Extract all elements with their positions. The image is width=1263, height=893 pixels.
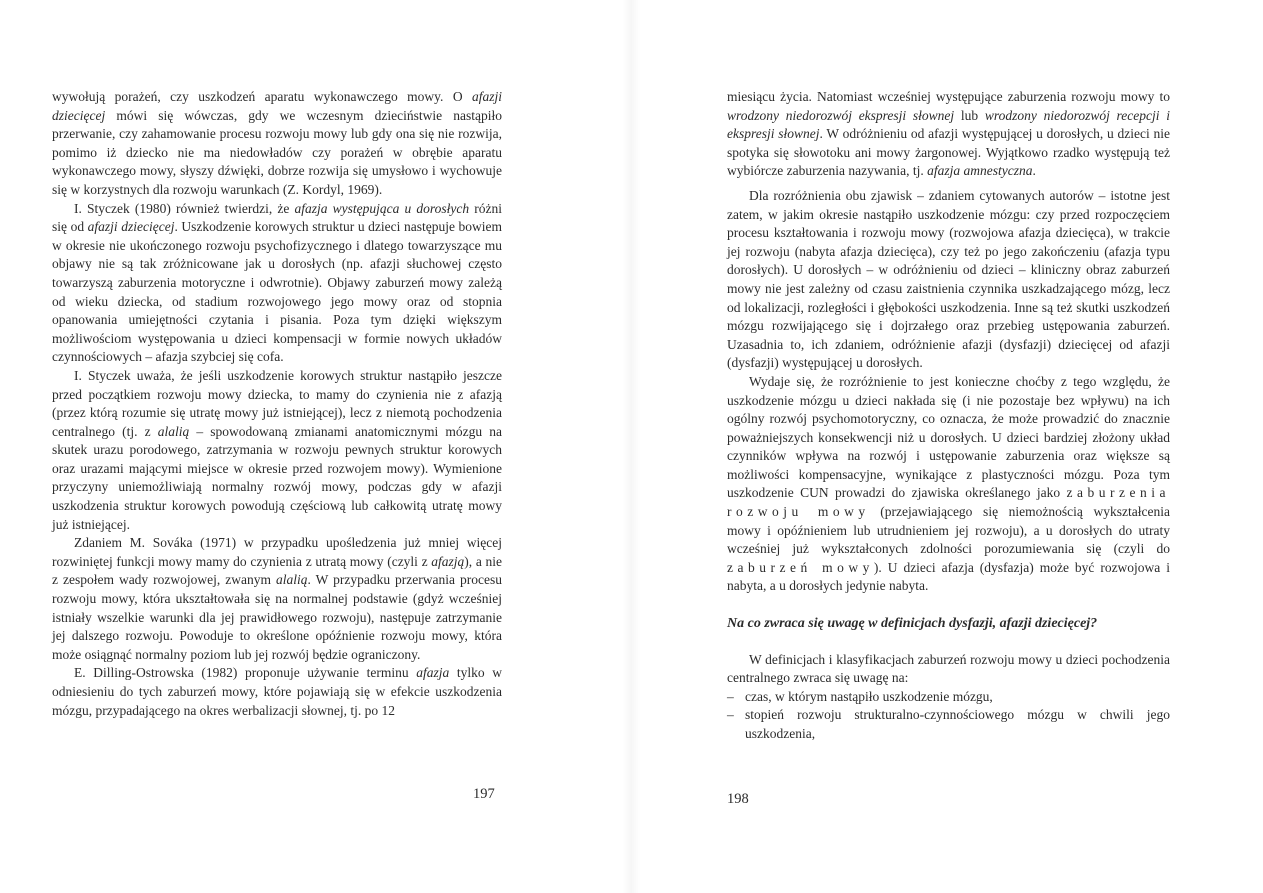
text-run: . Uszkodzenie korowych struktur u dzieci następuje bowiem w okresie nie ukończonego rozwoju psychofizycznego i dlatego towarzyszące mu objawy nie są tak zróżnicowane jak u dorosłych (np. afazji słuchowej często towarzyszą zaburzenia motoryczne i odwrotnie). Objawy zaburzeń mowy zależą od wieku dziecka, od stadium rozwojowego jego mowy oraz od stopnia opanowania umiejętności czytania i pisania. Poza tym dzięki większym możliwościom występowania u dzieci kompensacji w formie nowych układów czynnościowych – afazja szybciej się cofa.	[52, 219, 502, 365]
text-run: I. Styczek uważa, że jeśli uszkodzenie korowych struktur nastąpiło jeszcze przed początkiem rozwoju mowy dziecka, to mamy do czynienia nie z afazją (przez którą rozumie się utratę mowy już istniejącej), lecz z niemotą pochodzenia centralnego (tj. z	[52, 367, 502, 439]
right-page	[727, 88, 1170, 744]
dash-marker: –	[727, 688, 734, 704]
italic-term: alalią	[157, 423, 190, 439]
list-item	[727, 688, 1170, 707]
italic-term: afazją	[431, 553, 465, 569]
text-run: (przejawiającego się niemożnością wykształcenia mowy i opóźnieniem lub utrudnieniem jej rozwoju), a u dorosłych do utraty wcześniej już wykształconych zdolności porozumiewania się (czyli do	[727, 504, 1170, 557]
text-run: ), a nie z zespołem wady rozwojowej, zwanym	[52, 553, 502, 588]
text-run: .	[1032, 163, 1036, 179]
italic-term: afazja występująca u dorosłych	[294, 200, 470, 216]
italic-term: alalią	[275, 572, 308, 588]
bullet-list	[727, 688, 1170, 744]
paragraph	[52, 534, 502, 664]
list-item	[727, 706, 1170, 743]
paragraph: W definicjach i klasyfikacjach zaburzeń rozwoju mowy u dzieci pochodzenia centralnego zwraca się uwagę na:	[727, 651, 1170, 686]
dash-marker: –	[727, 707, 734, 723]
text-run: różni się od	[52, 200, 502, 235]
text-run: wywołują porażeń, czy uszkodzeń aparatu wykonawczego mowy. O	[52, 89, 472, 104]
text-run: miesiącu życia. Natomiast wcześniej występujące zaburzenia rozwoju mowy to	[727, 89, 1170, 104]
paragraph	[52, 664, 502, 720]
paragraph	[52, 367, 502, 534]
italic-term: afazja	[416, 665, 450, 681]
paragraph	[52, 88, 502, 200]
text-run: . W odróżnieniu od afazji występującej u dorosłych, u dzieci nie spotyka się słowotoku ani mowy żargonowej. Wyjątkowo rzadko występują też wybiórcze zaburzenia nazywania, tj.	[727, 126, 1170, 179]
paragraph	[52, 200, 502, 367]
spaced-term: zaburzenia rozwoju mowy	[727, 485, 1170, 520]
list-item-text: czas, w którym nastąpiło uszkodzenie mózgu,	[745, 688, 993, 704]
paragraph	[727, 88, 1170, 181]
italic-term: afazja amnestyczna	[927, 163, 1033, 179]
text-run: Dla rozróżnienia obu zjawisk – zdaniem cytowanych autorów – istotne jest zatem, w jakim okresie nastąpiło uszkodzenie mózgu: czy przed rozpoczęciem procesu kształtowania i rozwoju mowy (rozwojowa afazja dziecięca), w trakcie jej rozwoju (nabyta afazja dziecięca), czy też po jego zakończeniu (afazja typu dorosłych). U dorosłych – w odróżnieniu od dzieci – kliniczny obraz zaburzeń mowy nie jest zależny od czasu zaistnienia czynnika uszkadzającego mózg, lecz od lokalizacji, rozległości i głębokości uszkodzenia. Inne są też skutki uszkodzeń mózgu rozwijającego się i dojrzałego oraz przebieg ustępowania zaburzeń. Uzasadnia to, ich zdaniem, odróżnienie afazji (dysfazji) dziecięcej od afazji (dysfazji) występującej u dorosłych.	[727, 187, 1170, 371]
text-run: tylko w odniesieniu do tych zaburzeń mowy, które pojawiają się w efekcie uszkodzenia mózgu, przypadającego na okres werbalizacji słownej, tj. po 12	[52, 665, 502, 718]
list-item-text: stopień rozwoju strukturalno-czynnościowego mózgu w chwili jego uszkodzenia,	[745, 707, 1170, 741]
paragraph	[727, 373, 1170, 596]
italic-term: wrodzony niedorozwój recepcji i ekspresji słownej	[727, 107, 1170, 142]
text-run: lub	[954, 107, 985, 123]
text-run: I. Styczek (1980) również twierdzi, że	[74, 200, 295, 216]
book-gutter	[622, 0, 640, 893]
text-run: . W przypadku przerwania procesu rozwoju mowy, która ukształtowała się na normalnej podstawie (gdyż wcześniej istniały wszelkie warunki dla jej prawidłowego rozwoju), następuje zatrzymanie jej dalszego rozwoju. Powoduje to określone opóźnienie rozwoju mowy, która może osiągnąć normalny poziom lub jej rozwój będzie ograniczony.	[52, 572, 502, 662]
page-number: 197	[473, 786, 495, 802]
left-page	[52, 88, 502, 720]
text-run: Wydaje się, że rozróżnienie to jest konieczne choćby z tego względu, że uszkodzenie mózgu u dzieci nakłada się (i nie pozostaje bez wpływu) na ich ogólny rozwój psychomotoryczny, co oznacza, że może prowadzić do znacznie poważniejszych konsekwencji niż u dorosłych. U dzieci bardziej złożony układ czynników wpływa na rozwój i ustępowanie zaburzenia oraz większe są możliwości kompensacyjne, wynikające z plastyczności mózgu. Poza tym uszkodzenie CUN prowadzi do zjawiska określanego jako	[727, 373, 1170, 501]
italic-term: afazji dziecięcej	[52, 89, 502, 123]
page-number: 198	[727, 791, 749, 807]
text-run: Zdaniem M. Sováka (1971) w przypadku upośledzenia już mniej więcej rozwiniętej funkcji mowy mamy do czynienia z utratą mowy (czyli z	[52, 535, 502, 569]
spaced-term: zaburzeń mowy	[727, 559, 874, 575]
text-run: – spowodowaną zmianami anatomicznymi mózgu na skutek urazu porodowego, zatrzymania w rozwoju pewnych struktur korowych oraz urazami mającymi miejsce w okresie przed rozwojem mowy). Wymienione przyczyny uniemożliwiają normalny rozwój mowy, podczas gdy w afazji uszkodzenia struktur korowych powodują częściową lub całkowitą utratę mowy już istniejącej.	[52, 423, 502, 532]
text-run: ). U dzieci afazja (dysfazja) może być rozwojowa i nabyta, a u dorosłych jedynie nabyta.	[727, 559, 1171, 594]
italic-term: afazji dziecięcej	[87, 219, 175, 235]
paragraph	[727, 187, 1170, 373]
italic-term: wrodzony niedorozwój ekspresji słownej	[727, 107, 955, 123]
text-run: mówi się wówczas, gdy we wczesnym dzieciństwie nastąpiło przerwanie, czy zahamowanie procesu rozwoju mowy lub gdy ona się nie rozwija, pomimo iż dziecko nie ma niedowładów czy porażeń w obrębie aparatu wykonawczego mowy, słyszy dźwięki, dobrze rozwija się umysłowo i wychowuje się w korzystnych dla rozwoju warunkach (Z. Kordyl, 1969).	[52, 107, 502, 197]
section-heading: Na co zwraca się uwagę w definicjach dysfazji, afazji dziecięcej?	[727, 616, 1098, 632]
text-run: E. Dilling-Ostrowska (1982) proponuje używanie terminu	[74, 665, 417, 681]
